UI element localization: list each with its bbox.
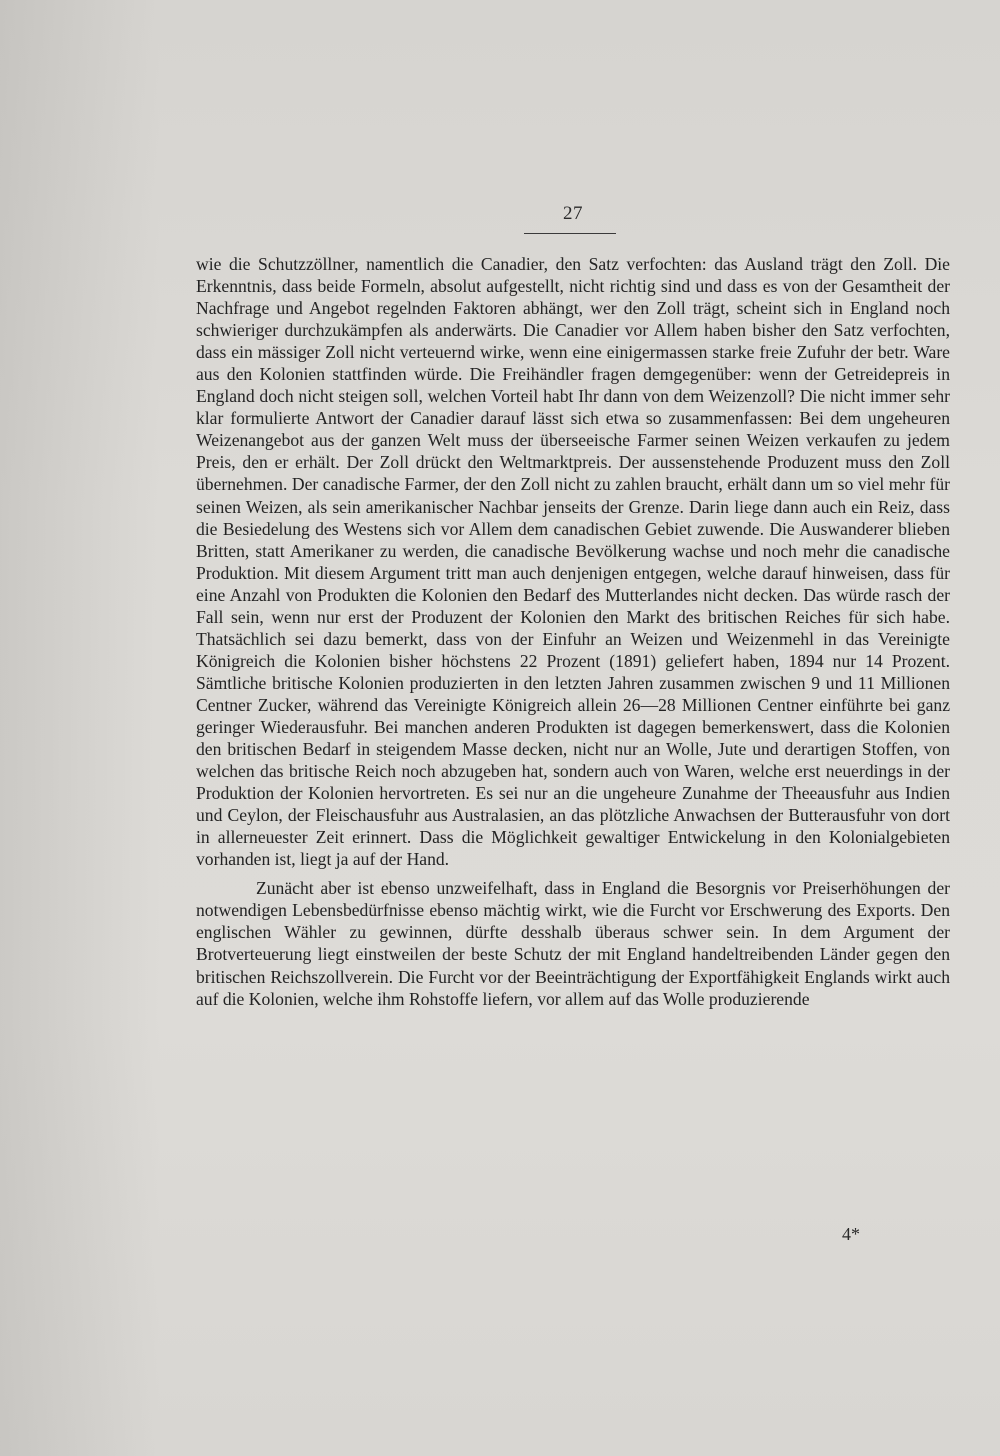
- page-number: 27: [563, 203, 583, 224]
- body-text: [196, 253, 950, 1010]
- signature-mark: 4*: [842, 1224, 860, 1244]
- paragraph-2: Zunächt aber ist ebenso unzweifelhaft, dass in England die Besorgnis vor Preiserhöhungen der notwendigen Lebensbedürfnisse ebenso mächtig wirkt, wie die Furcht vor Erschwerung des Exports. Den englischen Wähler zu gewinnen, dürfte desshalb überaus schwer sein. In dem Argument der Brotverteuerung liegt einstweilen der beste Schutz der mit England handeltreibenden Länder gegen den britischen Reichszollverein. Die Furcht vor der Beeinträchtigung der Exportfähigkeit Englands wirkt auch auf die Kolonien, welche ihm Rohstoffe liefern, vor allem auf das Wolle produzierende: [196, 878, 950, 1009]
- page-number-rule: [524, 233, 616, 234]
- paragraph-1: wie die Schutzzöllner, namentlich die Canadier, den Satz verfochten: das Ausland trägt den Zoll. Die Erkenntnis, dass beide Formeln, absolut aufgestellt, nicht richtig sind und dass es von der Gesamtheit der Nachfrage und Angebot regelnden Faktoren abhängt, wer den Zoll trägt, scheint sich in England noch schwieriger durchzukämpfen als anderwärts. Die Canadier vor Allem haben bisher den Satz verfochten, dass ein mässiger Zoll nicht verteuernd wirke, wenn eine einigermassen starke freie Zufuhr der betr. Ware aus den Kolonien stattfinden würde. Die Freihändler fragen demgegenüber: wenn der Getreidepreis in England doch nicht steigen soll, welchen Vorteil habt Ihr dann von dem Weizenzoll? Die nicht immer sehr klar formulierte Antwort der Canadier darauf lässt sich etwa so zusammenfassen: Bei dem ungeheuren Weizenangebot aus der ganzen Welt muss der überseeische Farmer seinen Weizen verkaufen zu jedem Preis, den er erhält. Der Zoll drückt den Weltmarktpreis. Der aussenstehende Produzent muss den Zoll übernehmen. Der canadische Farmer, der den Zoll nicht zu zahlen braucht, erhält dann um so viel mehr für seinen Weizen, als sein amerikanischer Nachbar jenseits der Grenze. Darin liege dann auch ein Reiz, dass die Besiedelung des Westens sich vor Allem dem canadischen Gebiet zuwende. Die Auswanderer blieben Britten, statt Amerikaner zu werden, die canadische Bevölkerung wachse und noch mehr die canadische Produktion. Mit diesem Argument tritt man auch denjenigen entgegen, welche darauf hinweisen, dass für eine Anzahl von Produkten die Kolonien den Bedarf des Mutterlandes nicht decken. Das würde rasch der Fall sein, wenn nur erst der Produzent der Kolonien den Markt des britischen Reiches für sich habe. Thatsächlich sei dazu bemerkt, dass von der Einfuhr an Weizen und Weizenmehl in das Vereinigte Königreich die Kolonien bisher höchstens 22 Prozent (1891) geliefert haben, 1894 nur 14 Prozent. Sämtliche britische Kolonien produzierten in den letzten Jahren zusammen zwischen 9 und 11 Millionen Centner Zucker, während das Vereinigte Königreich allein 26—28 Millionen Centner einführte bei ganz geringer Wiederausfuhr. Bei manchen anderen Produkten ist dagegen bemerkenswert, dass die Kolonien den britischen Bedarf in steigendem Masse decken, nicht nur an Wolle, Jute und derartigen Stoffen, von welchen das britische Reich noch abzugeben hat, sondern auch von Waren, welche erst neuerdings in der Produktion der Kolonien hervortreten. Es sei nur an die ungeheure Zunahme der Theeausfuhr aus Indien und Ceylon, der Fleischausfuhr aus Australasien, an das plötzliche Anwachsen der Butterausfuhr von dort in allerneuester Zeit erinnert. Dass die Möglichkeit gewaltiger Entwickelung in den Kolonialgebieten vorhanden ist, liegt ja auf der Hand.: [196, 254, 950, 870]
